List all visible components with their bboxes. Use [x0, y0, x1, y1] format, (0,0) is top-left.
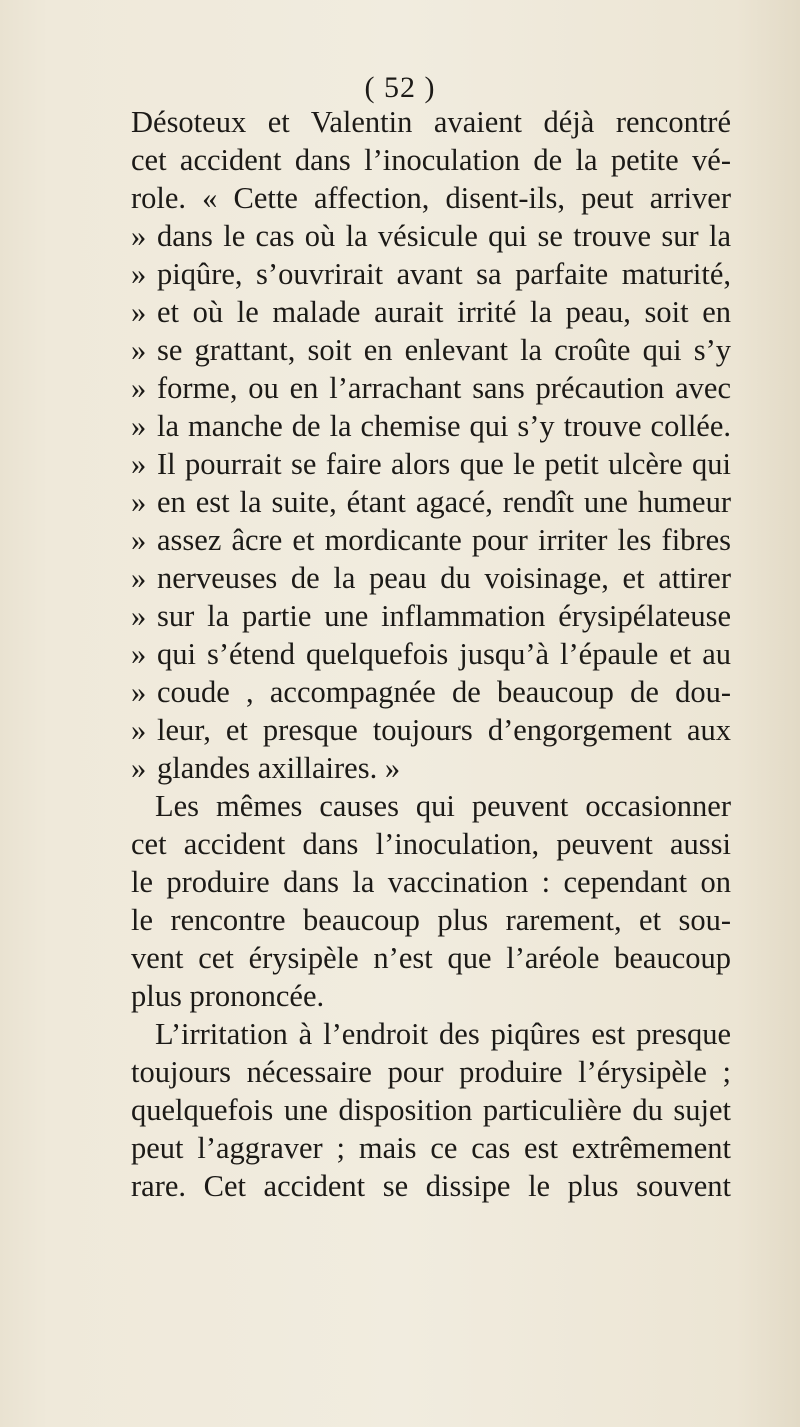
text-line	[131, 673, 731, 711]
quote-mark: »	[131, 561, 147, 595]
text-line: vent cet érysipèle n’est que l’aréole beaucoup	[131, 941, 731, 975]
text-line: role. « Cette affection, disent-ils, peut arriver	[131, 181, 731, 215]
line-text: nerveuses de la peau du voisinage, et attirer	[157, 561, 731, 595]
text-line: Les mêmes causes qui peuvent occasionner	[155, 789, 731, 823]
line-text: sur la partie une inflammation érysipélateuse	[157, 599, 731, 633]
text-line	[131, 369, 731, 407]
line-text: se grattant, soit en enlevant la croûte qui s’y	[157, 333, 731, 367]
line-text: leur, et presque toujours d’engorgement aux	[157, 713, 731, 747]
text-line	[131, 635, 731, 673]
text-line	[131, 293, 731, 331]
page-number-header: ( 52 )	[364, 71, 436, 104]
text-line: plus prononcée.	[131, 979, 325, 1013]
text-line	[131, 255, 731, 293]
text-line: le produire dans la vaccination : cependant on	[131, 865, 731, 899]
text-line: le rencontre beaucoup plus rarement, et sou-	[131, 903, 731, 937]
text-line: Désoteux et Valentin avaient déjà rencontré	[131, 105, 731, 139]
text-line	[131, 331, 731, 369]
line-text: Il pourrait se faire alors que le petit ulcère qui	[157, 447, 731, 481]
line-text: la manche de la chemise qui s’y trouve collée.	[157, 409, 731, 443]
line-text: en est la suite, étant agacé, rendît une humeur	[157, 485, 731, 519]
text-line	[131, 445, 731, 483]
body-text	[131, 103, 731, 1205]
quote-mark: »	[131, 637, 147, 671]
text-line: rare. Cet accident se dissipe le plus souvent	[131, 1169, 731, 1203]
text-line	[131, 407, 731, 445]
quote-mark: »	[131, 295, 147, 329]
quote-mark: »	[131, 599, 147, 633]
line-text: coude , accompagnée de beaucoup de dou-	[157, 675, 731, 709]
text-line: toujours nécessaire pour produire l’érysipèle ;	[131, 1055, 731, 1089]
text-line: quelquefois une disposition particulière du sujet	[131, 1093, 731, 1127]
line-text: qui s’étend quelquefois jusqu’à l’épaule et au	[157, 637, 731, 671]
text-line: cet accident dans l’inoculation, peuvent aussi	[131, 827, 731, 861]
text-line	[131, 559, 731, 597]
line-text: forme, ou en l’arrachant sans précaution avec	[157, 371, 731, 405]
quote-mark: »	[131, 523, 147, 557]
quote-mark: »	[131, 219, 147, 253]
quote-mark: »	[131, 371, 147, 405]
line-text: et où le malade aurait irrité la peau, soit en	[157, 295, 731, 329]
text-line	[131, 711, 731, 749]
line-text: assez âcre et mordicante pour irriter les fibres	[157, 523, 731, 557]
text-line	[131, 521, 731, 559]
quote-mark: »	[131, 485, 147, 519]
line-text: glandes axillaires. »	[157, 751, 401, 785]
text-line: L’irritation à l’endroit des piqûres est presque	[155, 1017, 731, 1051]
line-text: dans le cas où la vésicule qui se trouve sur la	[157, 219, 731, 253]
text-line	[131, 597, 731, 635]
text-line	[131, 483, 731, 521]
quote-mark: »	[131, 447, 147, 481]
text-line	[131, 217, 731, 255]
line-text: piqûre, s’ouvrirait avant sa parfaite maturité,	[157, 257, 731, 291]
quote-mark: »	[131, 713, 147, 747]
quote-mark: »	[131, 409, 147, 443]
text-line	[131, 749, 731, 787]
quote-mark: »	[131, 675, 147, 709]
quote-mark: »	[131, 751, 147, 785]
text-line: peut l’aggraver ; mais ce cas est extrêmement	[131, 1131, 731, 1165]
text-line: cet accident dans l’inoculation de la petite vé-	[131, 143, 731, 177]
quote-mark: »	[131, 333, 147, 367]
quote-mark: »	[131, 257, 147, 291]
